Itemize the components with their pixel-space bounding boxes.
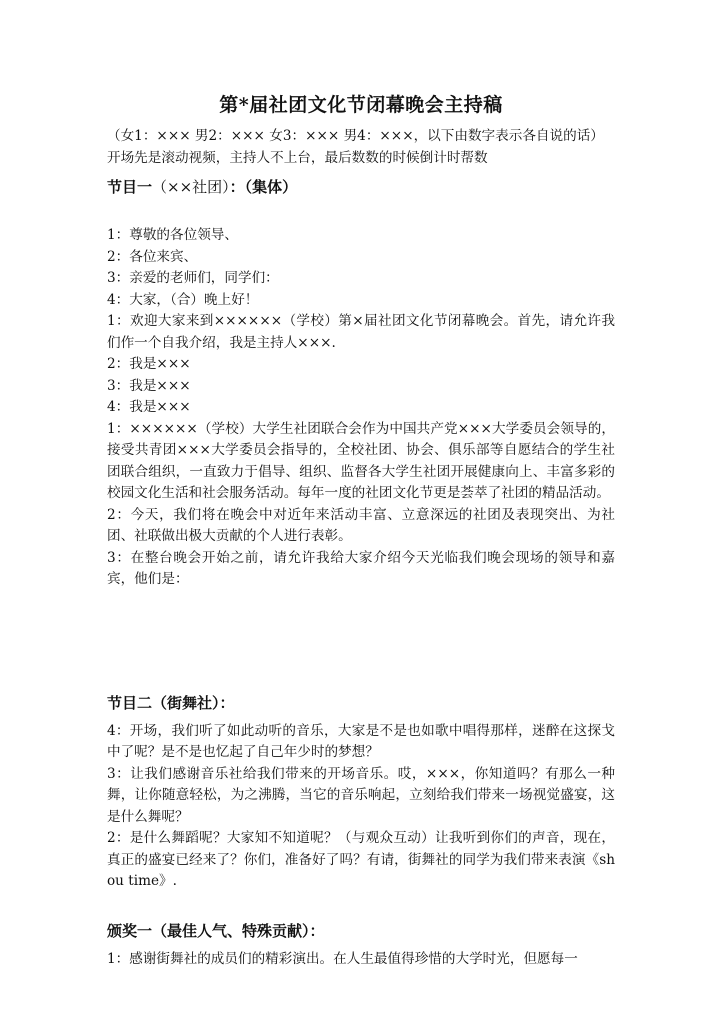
script-line: 1：尊敬的各位领导、 <box>107 227 238 243</box>
script-line: 2：今天，我们将在晚会中对近年来活动丰富、立意深远的社团及表现突出、为社团、社联做出极大贡献的个人进行表彰。 <box>107 506 615 544</box>
script-line: 4：开场，我们听了如此动听的音乐，大家是不是也如歌中唱得那样，迷醉在这探戈中了呢？是不是也忆起了自己年少时的梦想？ <box>107 722 615 760</box>
section-heading-program-2: 节目二（街舞社）： <box>107 693 235 712</box>
script-line: 4：我是××× <box>107 399 191 415</box>
script-line: 3：让我们感谢音乐社给我们带来的开场音乐。哎，×××，你知道吗？有那么一种舞，让你随意轻松，为之沸腾，当它的音乐响起，立刻给我们带来一场视觉盛宴，这是什么舞呢？ <box>107 765 615 825</box>
script-line: 2：是什么舞蹈呢？大家知不知道呢？（与观众互动）让我听到你们的声音，现在，真正的盛宴已经来了？你们，准备好了吗？有请，街舞社的同学为我们带来表演《shou time》. <box>107 830 615 889</box>
script-line: 1：欢迎大家来到××××××（学校）第×届社团文化节闭幕晚会。首先，请允许我们作一个自我介绍，我是主持人×××. <box>107 313 615 351</box>
script-line: 1：××××××（学校）大学生社团联合会作为中国共产党×××大学委员会领导的，接受共青团×××大学委员会指导的，全校社团、协会、俱乐部等自愿结合的学生社团联合组织，一直致力于倡导、组织、监督各大学生社团开展健康向上、丰富多彩的校园文化生活和社会服务活动。每年一度的社团文化节更是荟萃了社团的精品活动。 <box>107 420 615 501</box>
program-2-script <box>107 721 615 893</box>
script-line: 3：亲爱的老师们，同学们： <box>107 270 279 286</box>
script-line: 4：大家，（合）晚上好！ <box>107 291 259 308</box>
program-1-label: 节目一 <box>107 178 153 196</box>
document-page <box>107 92 615 970</box>
award-1-script <box>107 949 615 971</box>
program-1-club: （××社团） <box>152 178 230 196</box>
program-1-type: ：（集体） <box>229 178 298 196</box>
host-intro: （女1：××× 男2：××× 女3：××× 男4：×××，以下由数字表示各自说的话） <box>107 128 604 144</box>
script-line: 2：我是××× <box>107 356 191 372</box>
document-title: 第*届社团文化节闭幕晚会主持稿 <box>219 94 503 116</box>
opening-note: 开场先是滚动视频，主持人不上台，最后数数的时候倒计时帮数 <box>107 149 488 166</box>
section-heading-award-1: 颁奖一（最佳人气、特殊贡献）： <box>107 921 325 940</box>
program-1-script <box>107 225 615 591</box>
script-line: 3：我是××× <box>107 377 191 394</box>
script-line: 3：在整台晚会开始之前，请允许我给大家介绍今天光临我们晚会现场的领导和嘉宾，他们是： <box>107 549 615 587</box>
script-line: 1：感谢街舞社的成员们的精彩演出。在人生最值得珍惜的大学时光，但愿每一 <box>107 950 578 967</box>
section-heading-program-1 <box>107 175 615 199</box>
script-line: 2：各位来宾、 <box>107 248 198 265</box>
